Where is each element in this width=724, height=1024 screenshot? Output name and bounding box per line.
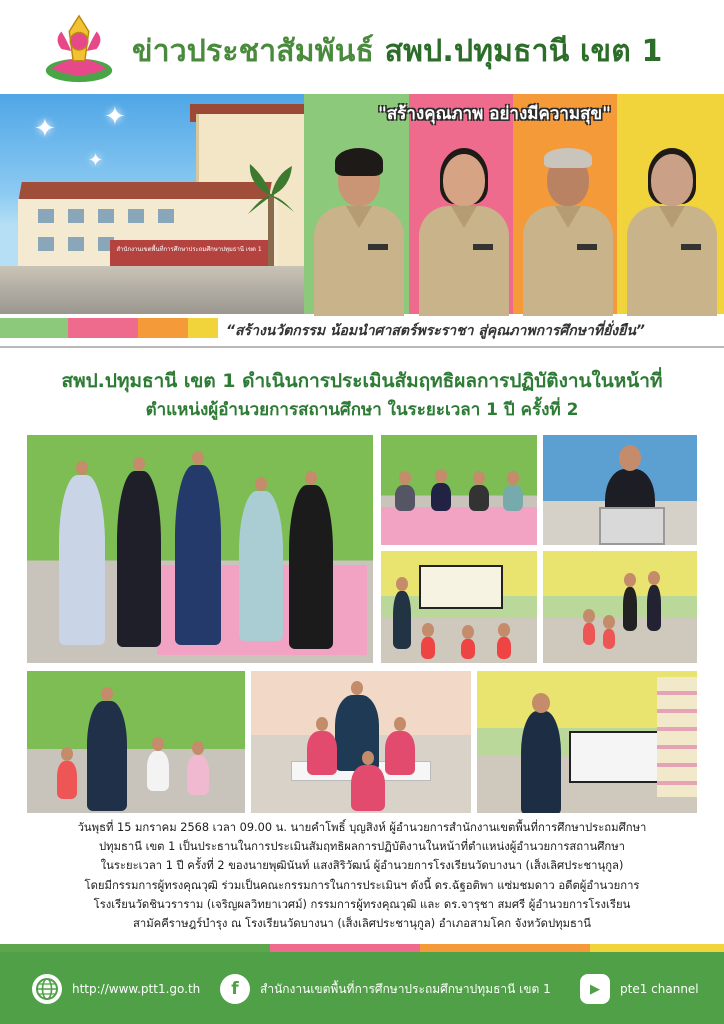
- logo-emblem-icon: [40, 10, 118, 88]
- tagline-bar-green: [0, 318, 68, 338]
- sparkle-icon: ✦: [88, 150, 104, 171]
- website-url: http://www.ptt1.go.th: [72, 982, 201, 996]
- executive-portrait-1: [308, 124, 408, 314]
- footer-bar-green: [0, 944, 270, 952]
- globe-icon: [32, 974, 62, 1004]
- title-office: สพป.ปทุมธานี เขต 1: [384, 34, 663, 69]
- youtube-channel-name: pte1 channel: [620, 982, 699, 996]
- news-body-line: วันพุธที่ 15 มกราคม 2568 เวลา 09.00 น. นายคำโพธิ์ บุญสิงห์ ผู้อำนวยการสำนักงานเขตพื้นที่การศึกษาประถมศึกษา: [77, 821, 647, 834]
- classroom-visit-photo: [380, 550, 538, 664]
- website-link[interactable]: [32, 972, 200, 1006]
- news-body-line: โดยมีกรรมการผู้ทรงคุณวุฒิ ร่วมเป็นคณะกรรมการในการประเมินฯ ดังนี้ ดร.ฉัฐอติพา แซ่มชมดาว อดีตผู้อำนวยการ: [84, 878, 640, 892]
- executive-portrait-2: [413, 124, 513, 314]
- ground: [0, 266, 304, 314]
- page-footer: [0, 952, 724, 1024]
- executive-portrait-3: [517, 124, 617, 314]
- page-header: [0, 0, 724, 94]
- sparkle-icon: ✦: [34, 114, 56, 144]
- tagline-bar-yellow: [188, 318, 218, 338]
- youtube-link[interactable]: [580, 972, 699, 1006]
- executive-portrait-4: [621, 124, 721, 314]
- footer-bar-pink: [270, 944, 420, 952]
- banner-slogan: "สร้างคุณภาพ อย่างมีความสุข": [378, 104, 611, 124]
- meeting-table-photo: [380, 434, 538, 546]
- smartboard-teaching-photo: [476, 670, 698, 814]
- footer-bar-yellow: [590, 944, 724, 952]
- facebook-icon: f: [220, 974, 250, 1004]
- news-headline-line2: ตำแหน่งผู้อำนวยการสถานศึกษา ในระยะเวลา 1 ปี ครั้งที่ 2: [145, 400, 579, 420]
- news-body-line: ปทุมธานี เขต 1 เป็นประธานในการประเมินสัมฤทธิผลการปฏิบัติงานในหน้าที่ตำแหน่งผู้อำนวยการสถานศึกษา: [98, 840, 626, 854]
- divider: [0, 346, 724, 348]
- office-signboard: สำนักงานเขตพื้นที่การศึกษาประถมศึกษาปทุมธานี เขต 1: [110, 240, 268, 270]
- facebook-page-name: สำนักงานเขตพื้นที่การศึกษาประถมศึกษาปทุมธานี เขต 1: [260, 981, 551, 996]
- sparkle-icon: ✦: [104, 102, 126, 132]
- tagline-bar-orange: [138, 318, 188, 338]
- teacher-walkaround-photo: [26, 670, 246, 814]
- facebook-link[interactable]: [220, 972, 551, 1006]
- presentation-photo: [542, 434, 698, 546]
- news-body-line: โรงเรียนวัดชินวราราม (เจริญผลวิทยาเวศม์) กรรมการผู้ทรงคุณวุฒิ และ ดร.จารุชา สมศรี ผู้อำนวยการโรงเรียน: [93, 897, 631, 911]
- footer-bar-orange: [420, 944, 590, 952]
- news-body-line: ในระยะเวลา 1 ปี ครั้งที่ 2 ของนายพุฒินันท์ แสงสิริวัฒน์ ผู้อำนวยการโรงเรียนวัดบางนา (เส็งเลิศประชานุกูล): [100, 859, 624, 873]
- title-main: ข่าวประชาสัมพันธ์: [132, 34, 374, 69]
- tagline: “สร้างนวัตกรรม น้อมนำศาสตร์พระราชา สู่คุณภาพการศึกษาที่ยั่งยืน”: [226, 323, 645, 339]
- teacher-student-photo: [250, 670, 472, 814]
- news-headline-line1: สพป.ปทุมธานี เขต 1 ดำเนินการประเมินสัมฤทธิผลการปฏิบัติงานในหน้าที่: [61, 370, 663, 392]
- tagline-bar-pink: [68, 318, 138, 338]
- banner: [0, 94, 724, 314]
- classroom-overview-photo: [542, 550, 698, 664]
- page-title: [132, 28, 663, 75]
- youtube-icon: ▶: [580, 974, 610, 1004]
- group-photo: [26, 434, 374, 664]
- news-body-line: สามัคคีราษฎร์บำรุง ณ โรงเรียนวัดบางนา (เส็งเลิศประชานุกูล) อำเภอสามโคก จังหวัดปทุมธานี: [132, 917, 592, 931]
- news-body: [30, 818, 694, 933]
- office-building-photo: [0, 94, 304, 314]
